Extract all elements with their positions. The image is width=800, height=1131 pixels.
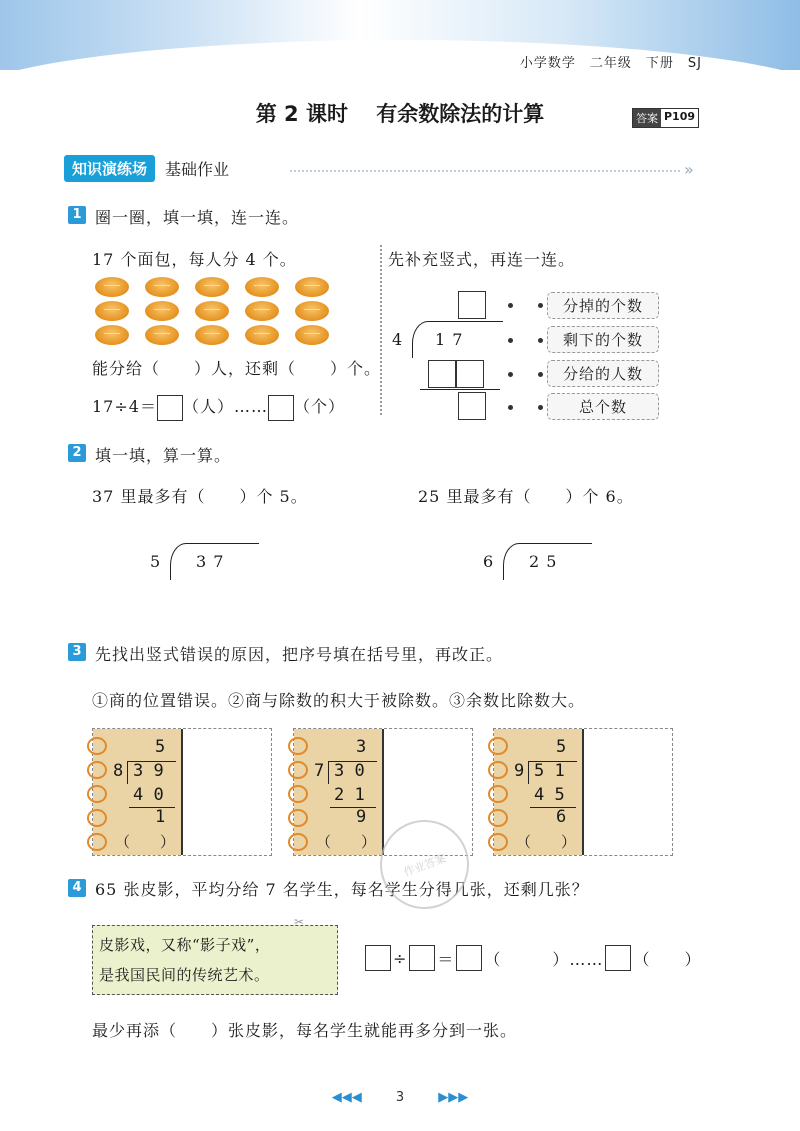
q2-divisor-b: 6 (483, 552, 495, 571)
page-number: 3 (395, 1090, 405, 1105)
double-chevron-icon: » (684, 160, 694, 179)
answer-badge[interactable] (632, 108, 699, 128)
answer-box[interactable] (605, 945, 631, 971)
vertical-division (390, 288, 520, 418)
dividend: 3 0 (334, 761, 365, 781)
reason-blank[interactable]: （ ） (516, 833, 577, 851)
connect-dot[interactable] (538, 405, 543, 410)
q4-instruction: 65 张皮影，平均分给 7 名学生，每名学生分得几张，还剩几张？ (95, 880, 589, 899)
watermark-stamp: 作业答案 (367, 807, 481, 921)
quotient: 5 (556, 737, 567, 757)
option-remaining[interactable]: 剩下的个数 (547, 326, 659, 353)
bread-icon (195, 325, 229, 345)
division-bracket (127, 761, 176, 784)
divisor: 8 (113, 761, 124, 781)
equation-unit: （人）…… (182, 397, 268, 416)
q1-right-instruction: 先补充竖式，再连一连。 (388, 250, 576, 269)
dividend: 5 1 (534, 761, 565, 781)
divide-sign: ÷ (393, 948, 408, 968)
division-bracket (328, 761, 377, 784)
connect-dot[interactable] (508, 338, 513, 343)
q1-equation (92, 394, 345, 421)
binding-ring-icon (288, 761, 308, 779)
next-arrows-icon: ▶▶▶ (438, 1090, 469, 1105)
q1-problem: 17 个面包，每人分 4 个。 (92, 250, 297, 269)
binding-ring-icon (87, 833, 107, 851)
connect-dot[interactable] (508, 405, 513, 410)
option-people[interactable]: 分给的人数 (547, 360, 659, 387)
section-tag: 知识演练场 (64, 155, 155, 182)
binding-ring-icon (288, 737, 308, 755)
subtraction-line (420, 389, 500, 390)
binding-ring-icon (488, 785, 508, 803)
bread-icon (145, 325, 179, 345)
binding-ring-icon (488, 809, 508, 827)
subtraction-line (129, 807, 175, 808)
answer-label: 答案 (633, 109, 661, 127)
q3-reasons: ①商的位置错误。②商与除数的积大于被除数。③余数比除数大。 (92, 691, 586, 710)
answer-box[interactable] (365, 945, 391, 971)
bread-icon (95, 301, 129, 321)
q2-problem-a[interactable]: 37 里最多有（ ）个 5。 (92, 487, 308, 506)
reason-blank[interactable]: （ ） (316, 833, 377, 851)
lesson-topic: 有余数除法的计算 (376, 102, 545, 126)
question-number: 3 (68, 643, 86, 661)
connect-dot[interactable] (538, 338, 543, 343)
bread-icon (145, 301, 179, 321)
answer-box[interactable] (456, 945, 482, 971)
binding-ring-icon (488, 737, 508, 755)
quotient-box[interactable] (458, 291, 486, 319)
binding-ring-icon (488, 761, 508, 779)
column-divider (380, 245, 382, 415)
bread-icon (245, 325, 279, 345)
connect-dot[interactable] (538, 372, 543, 377)
reason-blank[interactable]: （ ） (115, 833, 176, 851)
binding-ring-icon (87, 761, 107, 779)
product: 4 5 (534, 785, 565, 805)
info-note (92, 925, 338, 995)
q2-dividend-b: 2 5 (529, 552, 558, 571)
remainder: 9 (356, 807, 367, 827)
answer-page: P109 (664, 110, 696, 123)
error-card (92, 728, 272, 856)
page-footer (0, 1090, 800, 1105)
card-calculation-panel (294, 729, 384, 855)
q3-instruction: 先找出竖式错误的原因，把序号填在括号里，再改正。 (95, 645, 504, 664)
question-number: 1 (68, 206, 86, 224)
q2-instruction: 填一填，算一算。 (95, 446, 232, 465)
product-box-ones[interactable] (456, 360, 484, 388)
q1-instruction: 圈一圈，填一填，连一连。 (95, 208, 300, 227)
equals-sign: ＝ (437, 949, 455, 969)
binding-ring-icon (288, 809, 308, 827)
section-header (64, 155, 229, 182)
prev-arrows-icon: ◀◀◀ (331, 1090, 362, 1105)
dividend: 3 9 (133, 761, 164, 781)
bread-icon (195, 277, 229, 297)
lesson-number: 第 2 课时 (255, 102, 348, 126)
pin-icon: ✂ (294, 915, 305, 929)
quotient: 3 (356, 737, 367, 757)
section-divider (290, 170, 680, 172)
q4-extra[interactable]: 最少再添（ ）张皮影，每名学生就能再多分到一张。 (92, 1021, 518, 1040)
card-calculation-panel (494, 729, 584, 855)
binding-ring-icon (288, 785, 308, 803)
remainder-box[interactable] (458, 392, 486, 420)
quotient: 5 (155, 737, 166, 757)
note-line: 是我国民间的传统艺术。 (99, 966, 270, 984)
q1-blank-line[interactable]: 能分给（ ）人，还剩（ ）个。 (92, 359, 382, 378)
book-info: 小学数学 二年级 下册 SJ (519, 56, 702, 71)
equation-unit: （个） (293, 397, 345, 416)
divisor: 4 (392, 330, 404, 349)
answer-box[interactable] (409, 945, 435, 971)
binding-ring-icon (87, 809, 107, 827)
correction-area[interactable] (584, 729, 672, 855)
card-calculation-panel (93, 729, 183, 855)
bread-icon (245, 277, 279, 297)
unit-blank[interactable]: （ ）…… (484, 949, 604, 969)
answer-box[interactable] (268, 395, 294, 421)
binding-ring-icon (288, 833, 308, 851)
bread-icon (295, 325, 329, 345)
remainder: 6 (556, 807, 567, 827)
error-card (493, 728, 673, 856)
connect-dot[interactable] (538, 303, 543, 308)
bread-icon (295, 277, 329, 297)
binding-ring-icon (87, 737, 107, 755)
bread-icon (245, 301, 279, 321)
product-box-tens[interactable] (428, 360, 456, 388)
subtraction-line (530, 807, 576, 808)
option-total[interactable]: 总个数 (547, 393, 659, 420)
remainder: 1 (155, 807, 166, 827)
bread-icon (295, 301, 329, 321)
bread-icon (95, 325, 129, 345)
note-line: 皮影戏，又称“影子戏”， (99, 936, 271, 954)
binding-ring-icon (488, 833, 508, 851)
connect-dot[interactable] (508, 372, 513, 377)
bread-icon (145, 277, 179, 297)
q2-divisor-a: 5 (150, 552, 162, 571)
q2-problem-b[interactable]: 25 里最多有（ ）个 6。 (418, 487, 634, 506)
section-subtitle: 基础作业 (165, 160, 230, 179)
binding-ring-icon (87, 785, 107, 803)
correction-area[interactable] (183, 729, 271, 855)
unit-blank[interactable]: （ ） (633, 949, 702, 969)
dividend: 1 7 (435, 330, 464, 349)
bread-group[interactable] (95, 277, 375, 347)
bread-icon (195, 301, 229, 321)
bread-icon (95, 277, 129, 297)
option-removed[interactable]: 分掉的个数 (547, 292, 659, 319)
question-number: 4 (68, 879, 86, 897)
division-bracket (528, 761, 577, 784)
product: 4 0 (133, 785, 164, 805)
subtraction-line (330, 807, 376, 808)
q4-equation (365, 945, 701, 971)
divisor: 9 (514, 761, 525, 781)
question-number: 2 (68, 444, 86, 462)
q2-dividend-a: 3 7 (196, 552, 225, 571)
equation-part: 17÷4＝ (92, 397, 157, 416)
connect-dot[interactable] (508, 303, 513, 308)
product: 2 1 (334, 785, 365, 805)
divisor: 7 (314, 761, 325, 781)
answer-box[interactable] (157, 395, 183, 421)
